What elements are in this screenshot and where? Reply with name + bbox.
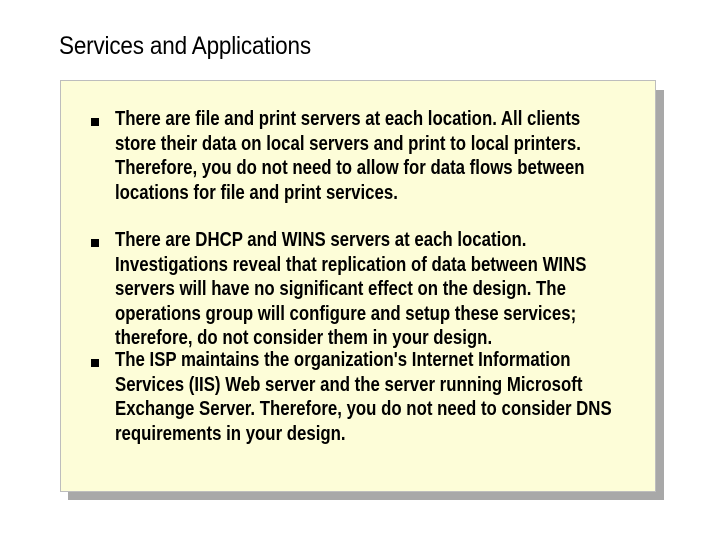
bullet-text: The ISP maintains the organization's Internet Information Services (IIS) Web server and the server running Microsoft Exchange Server. Therefore, you do not need to consider DNS requirements in your design. <box>115 349 612 445</box>
square-bullet-icon <box>91 118 99 126</box>
bullet-text: There are DHCP and WINS servers at each location. Investigations reveal that replication of data between WINS servers will have no significant effect on the design. The operations group will configure and setup these services; therefore, do not consider them in your design. <box>115 229 587 349</box>
slide-title: Services and Applications <box>59 32 311 60</box>
square-bullet-icon <box>91 239 99 247</box>
content-box <box>60 80 656 492</box>
square-bullet-icon <box>91 359 99 367</box>
bullet-text: There are file and print servers at each location. All clients store their data on local servers and print to local printers. Therefore, you do not need to allow for data flows between locations for file and print services. <box>115 108 585 204</box>
